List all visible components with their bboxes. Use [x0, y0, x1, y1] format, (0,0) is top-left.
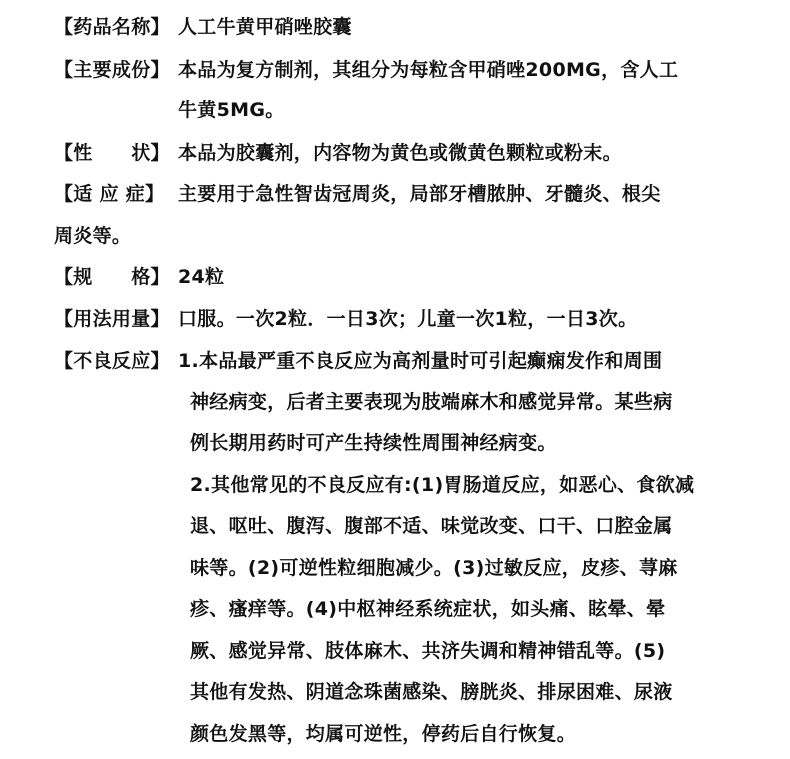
- composition-label: 【主要成份】: [54, 59, 170, 81]
- composition-line-2: 牛黄5MG。: [178, 99, 285, 121]
- name-label: 【药品名称】: [54, 16, 170, 38]
- adverse-line-6: 味等。(2)可逆性粒细胞减少。(3)过敏反应，皮疹、荨麻: [190, 557, 678, 579]
- name-value: 人工牛黄甲硝唑胶囊: [178, 16, 352, 38]
- composition-line-1: 本品为复方制剂，其组分为每粒含甲硝唑200MG，含人工: [178, 59, 679, 81]
- adverse-line-4: 2.其他常见的不良反应有:(1)胃肠道反应，如恶心、食欲减: [190, 474, 695, 496]
- indications-label: 【适 应 症】: [54, 183, 165, 205]
- composition-row: [54, 58, 678, 82]
- appearance-value: 本品为胶囊剂，内容物为黄色或微黄色颗粒或粉末。: [178, 142, 622, 164]
- specification-value: 24粒: [178, 266, 225, 288]
- adverse-row: [54, 349, 662, 373]
- dosage-label: 【用法用量】: [54, 308, 170, 330]
- dosage-value: 口服。一次2粒．一日3次；儿童一次1粒，一日3次。: [178, 308, 638, 330]
- adverse-line-7: 疹、瘙痒等。(4)中枢神经系统症状，如头痛、眩晕、晕: [190, 598, 666, 620]
- adverse-line-9: 其他有发热、阴道念珠菌感染、膀胱炎、排尿困难、尿液: [190, 681, 673, 703]
- adverse-label: 【不良反应】: [54, 350, 170, 372]
- specification-label: 【规 格】: [54, 266, 170, 288]
- adverse-line-5: 退、呕吐、腹泻、腹部不适、味觉改变、口干、口腔金属: [190, 515, 673, 537]
- adverse-line-2: 神经病变，后者主要表现为肢端麻木和感觉异常。某些病: [190, 391, 673, 413]
- adverse-line-10: 颜色发黑等，均属可逆性，停药后自行恢复。: [190, 723, 577, 745]
- adverse-line-8: 厥、感觉异常、肢体麻木、共济失调和精神错乱等。(5): [190, 640, 666, 662]
- specification-row: [54, 265, 224, 289]
- adverse-line-1: 1.本品最严重不良反应为高剂量时可引起癫痫发作和周围: [178, 350, 663, 372]
- indications-row: [54, 182, 661, 206]
- adverse-line-3: 例长期用药时可产生持续性周围神经病变。: [190, 432, 557, 454]
- dosage-row: [54, 307, 637, 331]
- name-row: [54, 15, 352, 39]
- indications-line-1: 主要用于急性智齿冠周炎，局部牙槽脓肿、牙髓炎、根尖: [178, 183, 661, 205]
- appearance-row: [54, 141, 622, 165]
- appearance-label: 【性 状】: [54, 142, 170, 164]
- indications-line-2: 周炎等。: [54, 225, 132, 247]
